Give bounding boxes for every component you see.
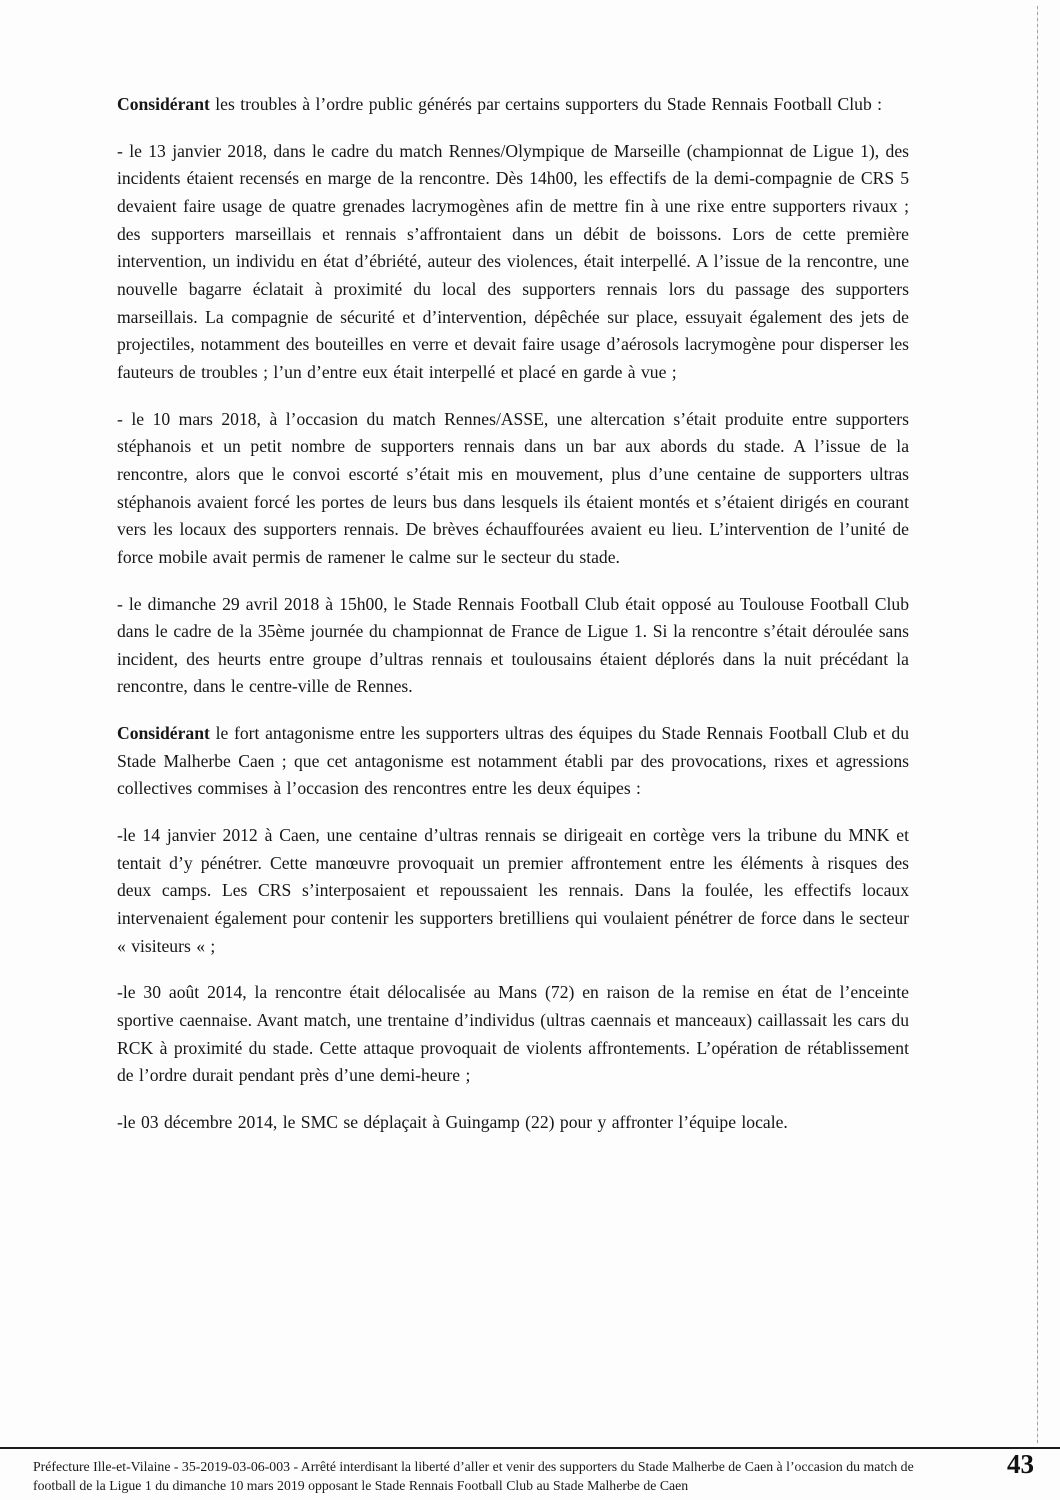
footer-text: Préfecture Ille-et-Vilaine - 35-2019-03-06-003 - Arrêté interdisant la liberté d’aller et venir des supporters du Stade Malherbe de Caen à l’occasion du match de football de la Ligue 1 du dimanche 10 mars 2019 opposant le Stade Rennais Football Club au Stade Malherbe de Caen xyxy=(33,1459,914,1493)
paragraph-text: -le 14 janvier 2012 à Caen, une centaine d’ultras rennais se dirigeait en cortège vers la tribune du MNK et tentait d’y pénétrer. Cette manœuvre provoquait un premier affrontement entre les éléments à risques des deux camps. Les CRS s’interposaient et repoussaient les rennais. Dans la foulée, les effectifs locaux intervenaient également pour contenir les supporters bretilliens qui voulaient pénétrer de force dans le secteur « visiteurs « ; xyxy=(117,825,909,956)
paragraph-incident-29-avril-2018 xyxy=(117,591,909,702)
paragraph-incident-30-aout-2014 xyxy=(117,979,909,1090)
paragraph-text: - le dimanche 29 avril 2018 à 15h00, le Stade Rennais Football Club était opposé au Toulouse Football Club dans le cadre de la 35ème journée du championnat de France de Ligue 1. Si la rencontre s’était déroulée sans incident, des heurts entre groupe d’ultras rennais et toulousains étaient déplorés dans la nuit précédant la rencontre, dans le centre-ville de Rennes. xyxy=(117,593,909,697)
paragraph-text: - le 13 janvier 2018, dans le cadre du match Rennes/Olympique de Marseille (championnat de Ligue 1), des incidents étaient recensés en marge de la rencontre. Dès 14h00, les effectifs de la demi-compagnie de CRS 5 devaient faire usage de quatre grenades lacrymogènes afin de mettre fin à une rixe entre supporters rivaux ; des supporters marseillais et rennais s’affrontaient dans un débit de boissons. Lors de cette première intervention, un individu en état d’ébriété, auteur des violences, était interpellé. A l’issue de la rencontre, une nouvelle bagarre éclatait à proximité du local des supporters rennais lors du passage des supporters marseillais. La compagnie de sécurité et d’intervention, dépêchée sur place, essuyait également des jets de projectiles, notamment des bouteilles en verre et devait faire usage d’aérosols lacrymogène pour disperser les fauteurs de troubles ; l’un d’entre eux était interpellé et placé en garde à vue ; xyxy=(117,140,909,382)
document-body xyxy=(117,91,909,1156)
paragraph-incident-03-decembre-2014 xyxy=(117,1109,909,1137)
paragraph-text: -le 03 décembre 2014, le SMC se déplaçait à Guingamp (22) pour y affronter l’équipe locale. xyxy=(117,1112,788,1132)
paragraph-text: -le 30 août 2014, la rencontre était délocalisée au Mans (72) en raison de la remise en état de l’enceinte sportive caennaise. Avant match, une trentaine d’individus (ultras caennais et manceaux) caillassait les cars du RCK à proximité du stade. Cette attaque provoquait de violents affrontements. L’opération de rétablissement de l’ordre durait pendant près d’une demi-heure ; xyxy=(117,982,909,1086)
paragraph-considerant-antagonisme xyxy=(117,720,909,803)
paragraph-considerant-troubles xyxy=(117,91,909,119)
paragraph-text: - le 10 mars 2018, à l’occasion du match Rennes/ASSE, une altercation s’était produite entre supporters stéphanois et un petit nombre de supporters rennais dans un bar aux abords du stade. A l’issue de la rencontre, alors que le convoi escorté s’était mis en mouvement, plus d’une centaine de supporters ultras stéphanois avaient forcé les portes de leurs bus dans lesquels ils étaient montés et s’étaient dirigés en courant vers les locaux des supporters rennais. De brèves échauffourées avaient eu lieu. L’intervention de l’unité de force mobile avait permis de ramener le calme sur le secteur du stade. xyxy=(117,408,909,567)
footer-divider xyxy=(0,1447,1060,1449)
lead-word: Considérant xyxy=(117,723,210,744)
lead-word: Considérant xyxy=(117,94,210,114)
paragraph-incident-10-mars-2018 xyxy=(117,406,909,572)
paragraph-incident-13-janvier-2018 xyxy=(117,138,909,387)
scan-artifact-line xyxy=(1037,6,1038,1444)
paragraph-incident-14-janvier-2012 xyxy=(117,822,909,960)
paragraph-text: le fort antagonisme entre les supporters ultras des équipes du Stade Rennais Football Club et du Stade Malherbe Caen ; que cet antagonisme est notamment établi par des provocations, rixes et agressions collectives commises à l’occasion des rencontres entre les deux équipes : xyxy=(117,723,909,799)
paragraph-text: les troubles à l’ordre public générés par certains supporters du Stade Rennais Football Club : xyxy=(209,94,883,114)
page-number: 43 xyxy=(1007,1449,1034,1479)
